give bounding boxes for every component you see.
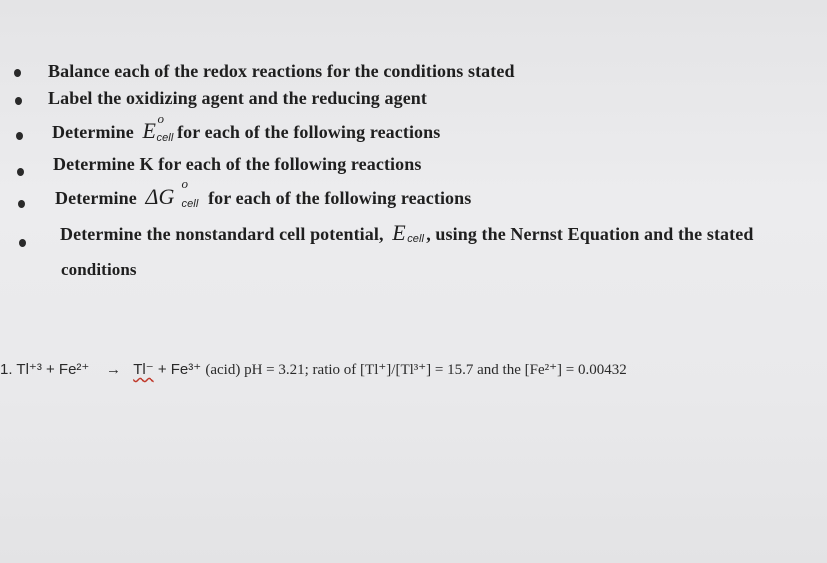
instruction-nernst: [60, 222, 753, 245]
instruction-prefix: Determine the nonstandard cell potential,: [60, 224, 384, 244]
instruction-label-agents: Label the oxidizing agent and the reducing agent: [48, 88, 427, 108]
reaction-reactants: Tl⁺³ + Fe²⁺: [16, 361, 90, 378]
reaction-conditions: (acid) pH = 3.21; ratio of [Tl⁺]/[Tl³⁺] = 15.7 and the [Fe²⁺] = 0.00432: [205, 362, 627, 378]
bullet-dot: [14, 69, 21, 77]
instruction-suffix: for each of the following reactions: [208, 188, 472, 208]
instruction-suffix: for each of the following reactions: [177, 122, 441, 142]
bullet-dot: [18, 200, 25, 208]
bullet-dot: [19, 239, 26, 247]
delta-g-symbol: ΔG o cell: [145, 176, 199, 210]
ecell-symbol: E cell: [392, 220, 425, 245]
instruction-prefix: Determine: [55, 188, 137, 208]
bullet-dot: [16, 132, 23, 140]
instruction-ecell: [52, 111, 441, 144]
instruction-delta-g: [55, 176, 472, 210]
bullet-dot: [17, 168, 24, 176]
instruction-prefix: Determine: [52, 122, 134, 142]
instruction-suffix: , using the Nernst Equation and the stated: [426, 224, 754, 244]
instruction-balance: Balance each of the redox reactions for the conditions stated: [48, 61, 515, 81]
instruction-k: Determine K for each of the following reactions: [53, 154, 422, 174]
reaction-products: + Fe³⁺: [157, 361, 202, 378]
reaction-number: 1.: [0, 361, 13, 378]
reaction-product-species: Tl⁻: [133, 361, 154, 378]
reaction-1: [0, 360, 627, 379]
ecell-symbol: E o cell: [142, 111, 174, 144]
reaction-arrow: →: [106, 361, 122, 378]
bullet-dot: [15, 97, 22, 105]
instruction-nernst-continuation: conditions: [61, 260, 137, 279]
